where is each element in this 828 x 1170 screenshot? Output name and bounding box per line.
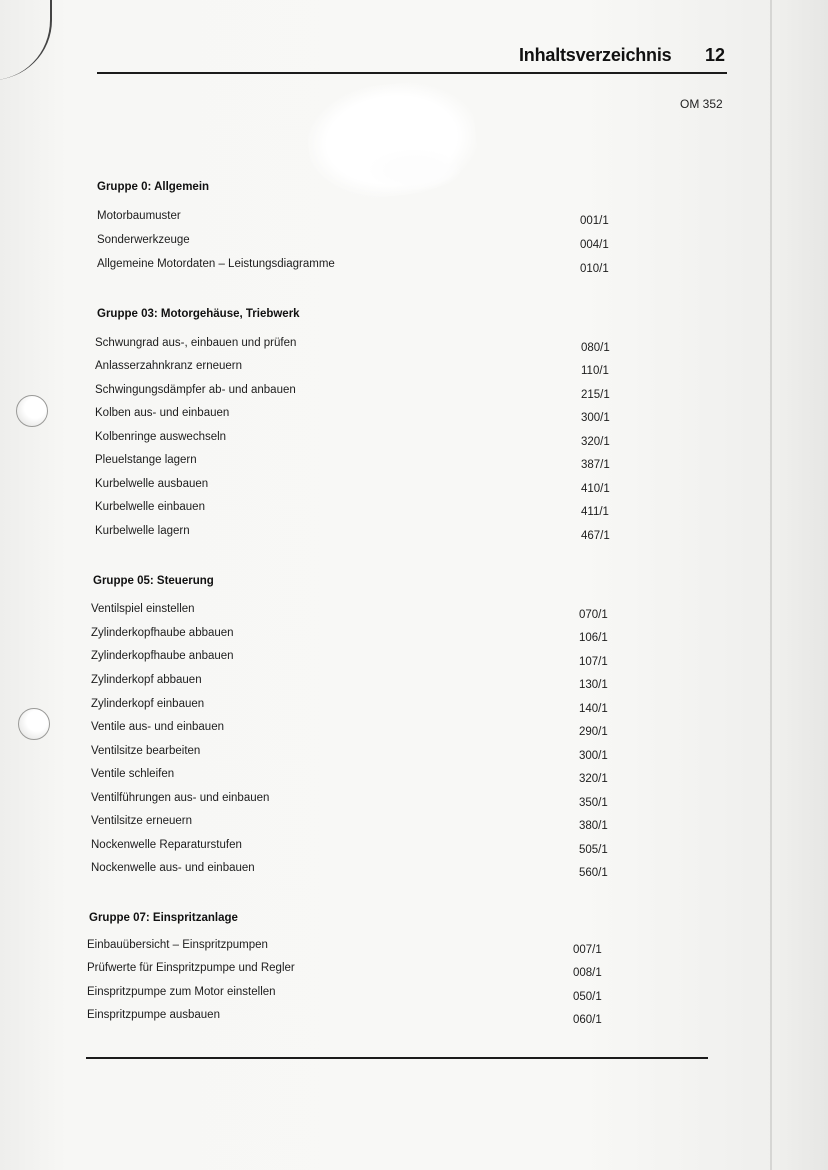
page-edge: [770, 0, 772, 1170]
group-title: Gruppe 07: Einspritzanlage: [89, 912, 238, 924]
toc-entry: Einspritzpumpe ausbauen: [87, 1009, 220, 1021]
toc-code: 060/1: [573, 1014, 602, 1026]
toc-code: 387/1: [581, 459, 610, 471]
toc-code: 080/1: [581, 342, 610, 354]
toc-entry: Zylinderkopf abbauen: [91, 674, 202, 686]
toc-entry: Ventile aus- und einbauen: [91, 721, 224, 733]
toc-code: 107/1: [579, 656, 608, 668]
redacted-area-detail: [370, 150, 460, 190]
toc-entry: Sonderwerkzeuge: [97, 234, 190, 246]
toc-code: 050/1: [573, 991, 602, 1003]
toc-code: 411/1: [581, 506, 609, 518]
toc-entry: Kurbelwelle lagern: [95, 525, 190, 537]
toc-entry: Einspritzpumpe zum Motor einstellen: [87, 986, 276, 998]
toc-code: 320/1: [579, 773, 608, 785]
toc-entry: Schwingungsdämpfer ab- und anbauen: [95, 384, 296, 396]
toc-code: 505/1: [579, 844, 608, 856]
header-rule: [97, 72, 727, 74]
toc-code: 467/1: [581, 530, 610, 542]
toc-code: 070/1: [579, 609, 608, 621]
group-title: Gruppe 0: Allgemein: [97, 181, 210, 193]
toc-entry: Ventile schleifen: [91, 768, 175, 780]
toc-code: 410/1: [581, 483, 610, 495]
toc-code: 130/1: [579, 679, 608, 691]
toc-entry: Ventilführungen aus- und einbauen: [91, 792, 270, 804]
toc-entry: Nockenwelle aus- und einbauen: [91, 862, 255, 874]
group-title: Gruppe 03: Motorgehäuse, Triebwerk: [97, 308, 300, 320]
footer-rule: [86, 1057, 708, 1059]
toc-code: 110/1: [581, 365, 609, 377]
toc-entry: Zylinderkopfhaube abbauen: [91, 627, 234, 639]
toc-code: 010/1: [580, 263, 609, 275]
toc-entry: Ventilsitze bearbeiten: [91, 745, 201, 757]
toc-code: 290/1: [579, 726, 608, 738]
toc-code: 320/1: [581, 436, 610, 448]
toc-code: 350/1: [579, 797, 608, 809]
toc-entry: Pleuelstange lagern: [95, 454, 197, 466]
toc-code: 300/1: [579, 750, 608, 762]
page-number: 12: [705, 45, 726, 65]
toc-code: 004/1: [580, 239, 609, 251]
toc-entry: Kolbenringe auswechseln: [95, 431, 227, 443]
toc-entry: Kurbelwelle einbauen: [95, 501, 205, 513]
group-title: Gruppe 05: Steuerung: [93, 575, 214, 587]
toc-entry: Nockenwelle Reparaturstufen: [91, 839, 242, 851]
engine-model: OM 352: [680, 97, 723, 111]
toc-code: 215/1: [581, 389, 610, 401]
toc-entry: Zylinderkopfhaube anbauen: [91, 650, 234, 662]
toc-entry: Prüfwerte für Einspritzpumpe und Regler: [87, 962, 295, 974]
toc-entry: Anlasserzahnkranz erneuern: [95, 360, 243, 372]
toc-code: 007/1: [573, 944, 602, 956]
toc-entry: Allgemeine Motordaten – Leistungsdiagramme: [97, 258, 335, 270]
toc-code: 008/1: [573, 967, 602, 979]
toc-entry: Kurbelwelle ausbauen: [95, 478, 209, 490]
toc-entry: Zylinderkopf einbauen: [91, 698, 205, 710]
toc-code: 001/1: [580, 215, 609, 227]
page-corner-fold: [0, 0, 52, 80]
toc-entry: Schwungrad aus-, einbauen und prüfen: [95, 337, 297, 349]
toc-code: 300/1: [581, 412, 610, 424]
toc-entry: Ventilspiel einstellen: [91, 603, 195, 615]
toc-code: 140/1: [579, 703, 608, 715]
toc-entry: Motorbaumuster: [97, 210, 181, 222]
toc-entry: Einbauübersicht – Einspritzpumpen: [87, 939, 268, 951]
punch-hole-lower: [18, 708, 50, 740]
toc-entry: Kolben aus- und einbauen: [95, 407, 230, 419]
toc-code: 380/1: [579, 820, 608, 832]
toc-entry: Ventilsitze erneuern: [91, 815, 193, 827]
punch-hole-upper: [16, 395, 48, 427]
page-title: Inhaltsverzeichnis: [519, 45, 672, 65]
toc-code: 560/1: [579, 867, 608, 879]
toc-code: 106/1: [579, 632, 608, 644]
